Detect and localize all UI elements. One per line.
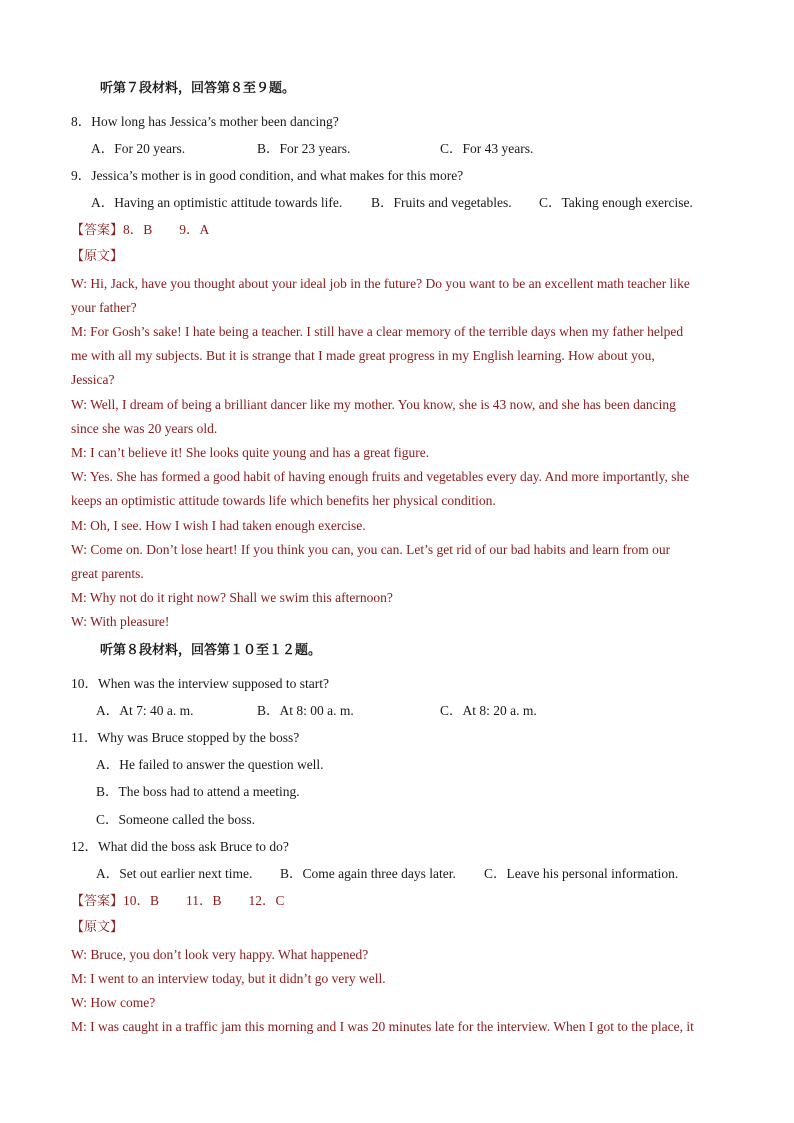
answer-block-7: [71, 221, 209, 240]
question-12: 12．What did the boss ask Bruce to do?: [71, 839, 289, 854]
transcript-line: W: How come?: [71, 995, 156, 1010]
section-heading-7: 听第７段材料，回答第８至９题。: [100, 81, 296, 96]
question-9-option-c: C．Taking enough exercise.: [539, 195, 693, 210]
transcript-line: W: Come on. Don’t lose heart! If you think you can, you can. Let’s get rid of our bad habits and learn from our: [71, 542, 671, 557]
question-8-option-b: B．For 23 years.: [257, 141, 351, 156]
transcript-line: since she was 20 years old.: [71, 421, 218, 436]
transcript-line: your father?: [71, 300, 137, 315]
question-12-option-b: B．Come again three days later.: [280, 866, 456, 881]
question-10-option-a: A．At 7: 40 a. m.: [96, 703, 194, 718]
question-10: 10．When was the interview supposed to start?: [71, 676, 329, 691]
question-10-option-c: C．At 8: 20 a. m.: [440, 703, 537, 718]
transcript-line: W: Yes. She has formed a good habit of having enough fruits and vegetables every day. And more importantly, she: [71, 469, 690, 484]
section-heading-8: 听第８段材料，回答第１０至１２题。: [100, 643, 322, 658]
question-9: 9．Jessica’s mother is in good condition, and what makes for this more?: [71, 168, 464, 183]
transcript-line: W: Hi, Jack, have you thought about your ideal job in the future? Do you want to be an excellent math teacher like: [71, 276, 690, 291]
question-11-option-c: C．Someone called the boss.: [96, 812, 255, 827]
transcript-line: M: I was caught in a traffic jam this morning and I was 20 minutes late for the interview. When I got to the place, it: [71, 1019, 694, 1034]
transcript-line: M: Oh, I see. How I wish I had taken enough exercise.: [71, 518, 366, 533]
transcript-line: Jessica?: [71, 372, 115, 387]
question-11-option-a: A．He failed to answer the question well.: [96, 757, 324, 772]
answer-text: 10．B 11．B 12．C: [123, 893, 285, 908]
answer-block-8: [71, 892, 285, 911]
question-9-option-b: B．Fruits and vegetables.: [371, 195, 512, 210]
question-8: 8．How long has Jessica’s mother been dancing?: [71, 114, 339, 129]
transcript-line: M: I can’t believe it! She looks quite young and has a great figure.: [71, 445, 430, 460]
question-12-options: [0, 865, 794, 883]
transcript-line: W: Bruce, you don’t look very happy. What happened?: [71, 947, 369, 962]
transcript-line: me with all my subjects. But it is strange that I made great progress in my English learning. How about you,: [71, 348, 655, 363]
transcript-line: keeps an optimistic attitude towards life which benefits her physical condition.: [71, 493, 496, 508]
question-8-options: [0, 140, 794, 158]
transcript-line: great parents.: [71, 566, 144, 581]
question-10-option-b: B．At 8: 00 a. m.: [257, 703, 354, 718]
question-12-option-a: A．Set out earlier next time.: [96, 866, 253, 881]
question-10-options: [0, 702, 794, 720]
question-9-options: [0, 194, 794, 212]
question-12-option-c: C．Leave his personal information.: [484, 866, 679, 881]
transcript-line: M: I went to an interview today, but it didn’t go very well.: [71, 971, 386, 986]
transcript-line: W: Well, I dream of being a brilliant dancer like my mother. You know, she is 43 now, and she has been dancing: [71, 397, 676, 412]
original-label-7: 【原文】: [71, 249, 124, 264]
answer-text: 8．B 9．A: [123, 222, 210, 237]
original-label-8: 【原文】: [71, 920, 124, 935]
transcript-line: M: Why not do it right now? Shall we swim this afternoon?: [71, 590, 393, 605]
question-9-option-a: A．Having an optimistic attitude towards life.: [91, 195, 343, 210]
question-11: 11．Why was Bruce stopped by the boss?: [71, 730, 300, 745]
transcript-line: M: For Gosh’s sake! I hate being a teacher. I still have a clear memory of the terrible days when my father helped: [71, 324, 684, 339]
question-8-option-a: A．For 20 years.: [91, 141, 186, 156]
answer-label: 【答案】: [71, 223, 124, 238]
answer-label: 【答案】: [71, 894, 124, 909]
transcript-line: W: With pleasure!: [71, 614, 170, 629]
question-11-option-b: B．The boss had to attend a meeting.: [96, 784, 300, 799]
question-8-option-c: C．For 43 years.: [440, 141, 534, 156]
